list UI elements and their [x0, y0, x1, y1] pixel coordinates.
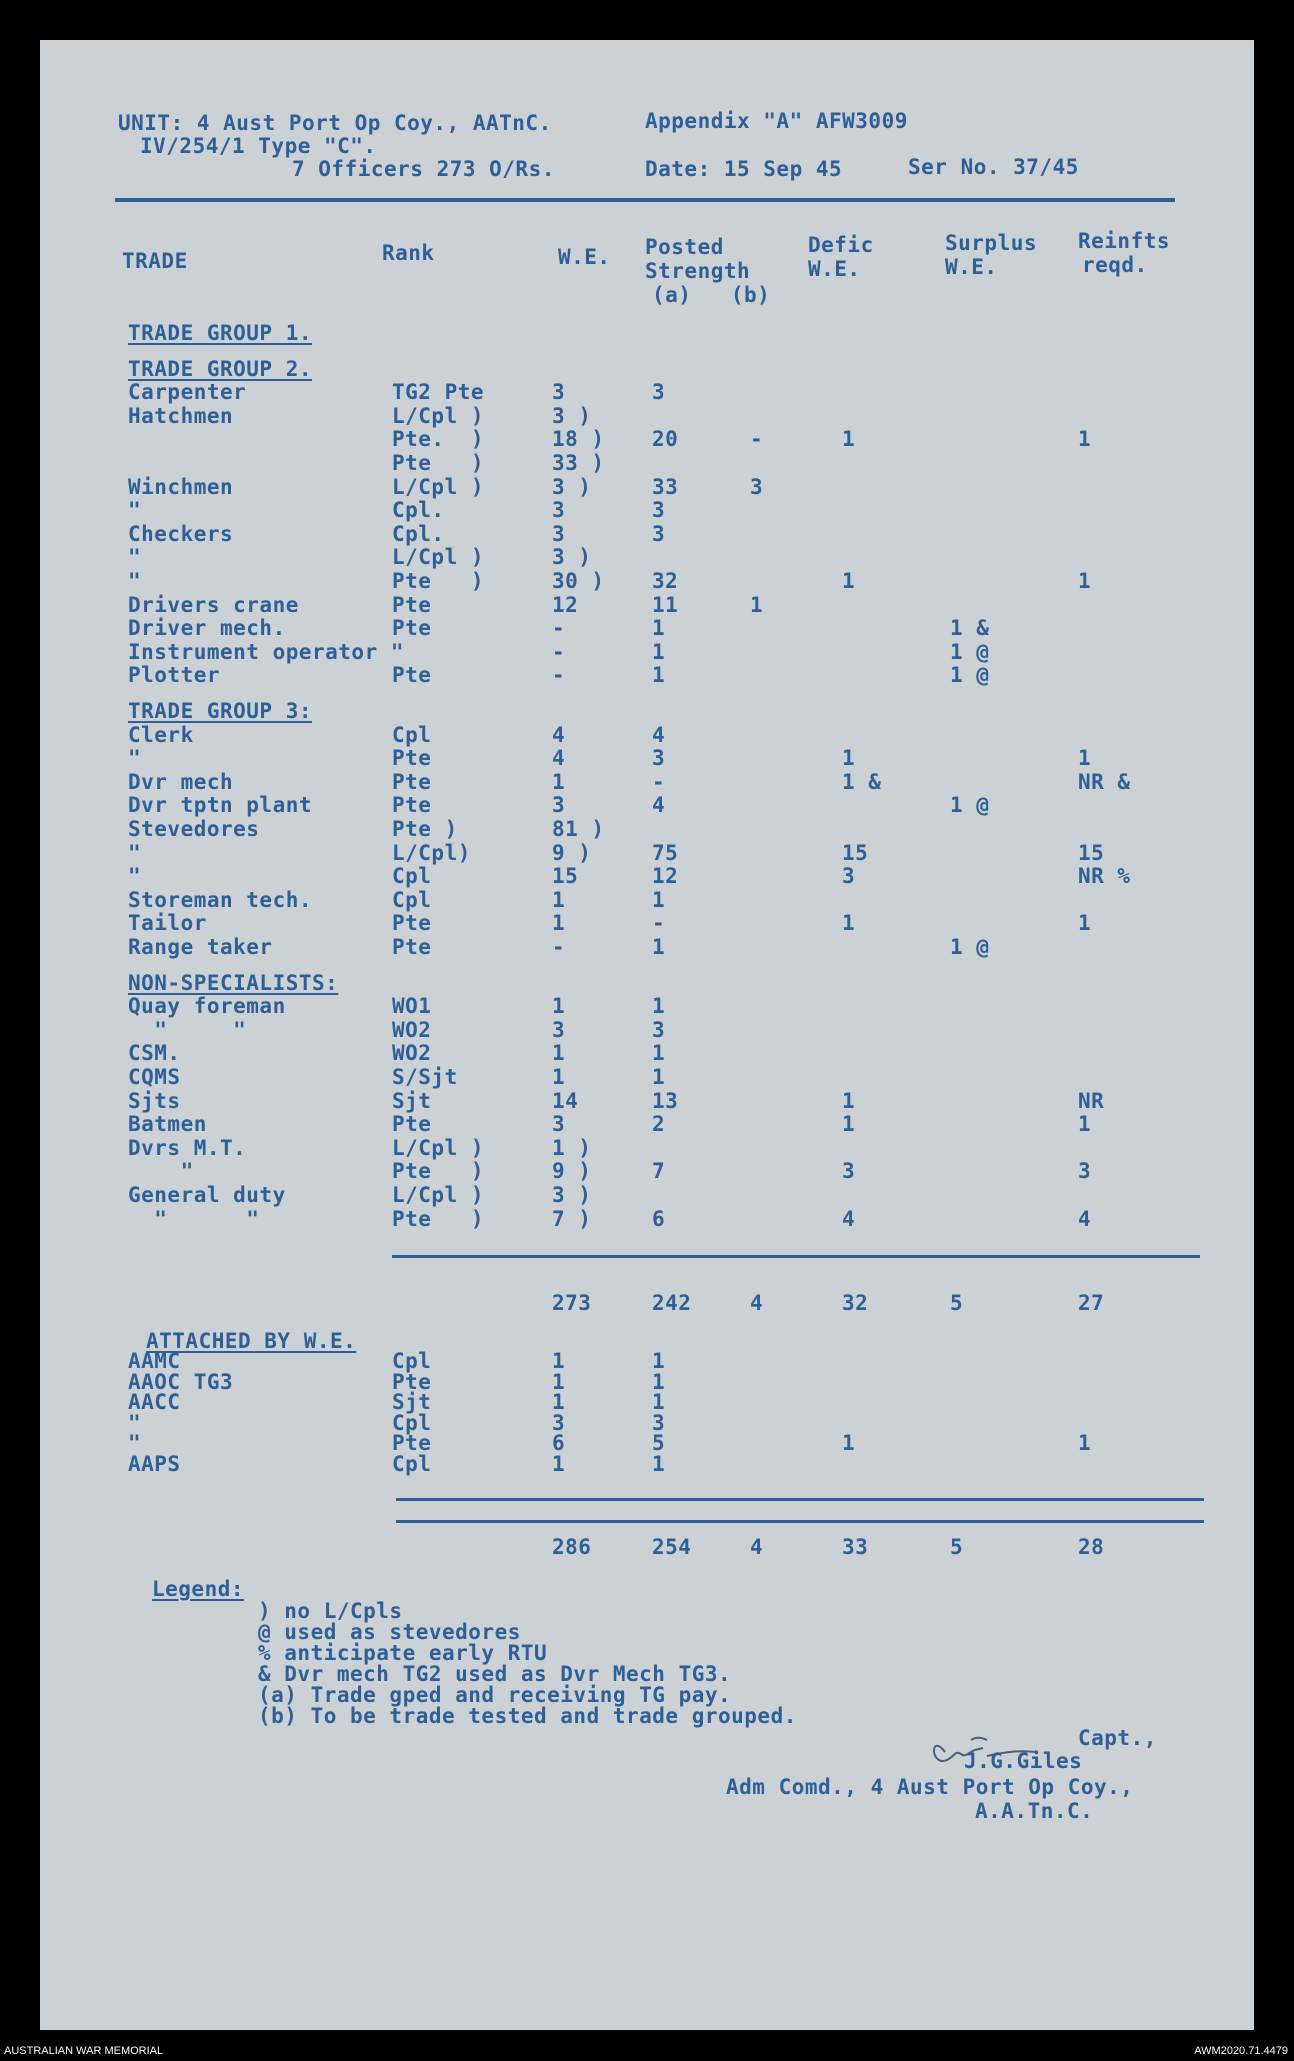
total-we: 273	[552, 1291, 592, 1315]
rank-cell: Pte )	[392, 569, 485, 593]
trade-cell: AAMC	[128, 1349, 181, 1373]
we-cell: 14	[552, 1088, 579, 1113]
rank-cell: Pte	[392, 663, 432, 688]
trade-cell: "	[128, 569, 142, 593]
a-cell: 7	[652, 1159, 666, 1184]
rank-cell: Pte	[392, 1112, 432, 1137]
we-cell: 3 )	[552, 403, 592, 428]
legend-title: Legend:	[152, 1577, 245, 1601]
we-cell: 1	[552, 1065, 566, 1089]
we-cell: 18 )	[552, 427, 605, 452]
reinfts-cell: 1	[1078, 911, 1092, 936]
defic-cell: 15	[842, 840, 869, 865]
trade-group-heading: TRADE GROUP 3:	[128, 699, 313, 723]
rank-cell: Pte	[392, 592, 432, 617]
we-cell: 12	[552, 592, 579, 617]
we-cell: 3	[552, 793, 566, 818]
we-cell: 1	[552, 1349, 566, 1373]
total-reinfts: 28	[1078, 1535, 1105, 1559]
trade-cell: Plotter	[128, 663, 221, 688]
a-cell: 1	[652, 1349, 666, 1373]
trade-cell: Clerk	[128, 722, 194, 747]
col-strength: Strength	[645, 259, 751, 283]
a-cell: 1	[652, 935, 666, 959]
we-cell: 1	[552, 1369, 566, 1394]
signatory-name: J.G.Giles	[964, 1749, 1083, 1773]
total-surplus: 5	[950, 1535, 964, 1559]
rank-cell: L/Cpl )	[392, 1135, 485, 1160]
total-b: 4	[750, 1291, 764, 1315]
trade-cell: "	[128, 746, 142, 771]
we-cell: 7 )	[552, 1206, 592, 1231]
a-cell: 5	[652, 1431, 666, 1455]
surplus-cell: 1 &	[950, 616, 990, 641]
we-cell: 1	[552, 911, 566, 936]
rank-cell: Cpl.	[392, 521, 445, 546]
trade-cell: Carpenter	[128, 380, 247, 405]
we-cell: 33 )	[552, 451, 605, 475]
establishment-line: IV/254/1 Type "C".	[140, 134, 377, 158]
a-cell: 3	[652, 1410, 666, 1435]
officers-line: 7 Officers 273 O/Rs.	[292, 157, 555, 181]
total-defic: 32	[842, 1291, 869, 1315]
we-cell: 81 )	[552, 817, 605, 841]
trade-cell: Driver mech.	[128, 616, 286, 641]
rank-cell: Cpl	[392, 1410, 432, 1435]
col-rank: Rank	[382, 241, 435, 265]
b-cell: 3	[750, 474, 764, 499]
attached-heading: ATTACHED BY W.E.	[146, 1329, 357, 1353]
a-cell: 11	[652, 592, 679, 617]
we-cell: 1	[552, 887, 566, 912]
we-cell: 15	[552, 864, 579, 889]
trade-cell: AAPS	[128, 1451, 181, 1476]
a-cell: 1	[652, 639, 666, 664]
col-ab: (a) (b)	[652, 283, 771, 307]
col-reinfts-reqd: reqd.	[1082, 253, 1148, 277]
a-cell: 1	[652, 1390, 666, 1414]
signatory-title: Adm Comd., 4 Aust Port Op Coy.,	[726, 1775, 1134, 1799]
a-cell: 6	[652, 1206, 666, 1231]
rank-cell: Pte	[392, 793, 432, 818]
we-cell: 4	[552, 746, 566, 771]
we-cell: 3	[552, 1410, 566, 1435]
rank-cell: Pte )	[392, 451, 485, 475]
reinfts-cell: 1	[1078, 1112, 1092, 1137]
we-cell: 1	[552, 1390, 566, 1414]
col-posted: Posted	[645, 235, 724, 259]
rank-cell: Pte. )	[392, 427, 485, 452]
a-cell: 1	[652, 1451, 666, 1476]
trade-cell: "	[128, 1159, 194, 1184]
a-cell: 1	[652, 1369, 666, 1394]
archive-accession: AWM2020.71.4479	[1194, 2045, 1288, 2057]
rank-cell: WO2	[392, 1041, 432, 1066]
a-cell: 2	[652, 1112, 666, 1137]
rank-cell: Cpl	[392, 887, 432, 912]
appendix-ref: Appendix "A" AFW3009	[645, 109, 908, 133]
we-cell: 3	[552, 1017, 566, 1042]
total-a: 242	[652, 1291, 692, 1315]
we-cell: 1	[552, 769, 566, 794]
date: Date: 15 Sep 45	[645, 157, 843, 181]
trade-cell: CSM.	[128, 1041, 181, 1066]
trade-cell: AAOC TG3	[128, 1369, 234, 1394]
we-cell: 1 )	[552, 1135, 592, 1160]
defic-cell: 1	[842, 911, 856, 936]
rank-cell: Sjt	[392, 1088, 432, 1113]
b-cell: -	[750, 427, 764, 452]
legend-item: % anticipate early RTU	[258, 1641, 548, 1665]
a-cell: 12	[652, 864, 679, 889]
rank-cell: L/Cpl )	[392, 474, 485, 499]
we-cell: 3 )	[552, 545, 592, 570]
subtotal-rule	[392, 1255, 1200, 1258]
we-cell: 30 )	[552, 569, 605, 593]
rank-cell: WO1	[392, 994, 432, 1019]
rank-cell: Pte	[392, 1431, 432, 1455]
a-cell: 3	[652, 521, 666, 546]
we-cell: -	[552, 639, 566, 664]
header-rule	[115, 198, 1175, 202]
we-cell: 1	[552, 1041, 566, 1066]
a-cell: 3	[652, 380, 666, 405]
rank-cell: Cpl	[392, 722, 432, 747]
reinfts-cell: 1	[1078, 746, 1092, 771]
rank-cell: Pte )	[392, 817, 458, 841]
a-cell: 1	[652, 1041, 666, 1066]
trade-cell: Dvrs M.T.	[128, 1135, 247, 1160]
rank-cell: Pte )	[392, 1206, 485, 1231]
defic-cell: 1	[842, 746, 856, 771]
defic-cell: 4	[842, 1206, 856, 1231]
trade-cell: Hatchmen	[128, 403, 234, 428]
col-trade: TRADE	[122, 249, 188, 273]
a-cell: 32	[652, 569, 679, 593]
we-cell: 9 )	[552, 1159, 592, 1184]
a-cell: 20	[652, 427, 679, 452]
trade-cell: "	[128, 1410, 142, 1435]
we-cell: 1	[552, 994, 566, 1019]
reinfts-cell: 3	[1078, 1159, 1092, 1184]
b-cell: 1	[750, 592, 764, 617]
reinfts-cell: NR %	[1078, 864, 1131, 889]
trade-cell: Batmen	[128, 1112, 207, 1137]
total-b: 4	[750, 1535, 764, 1559]
col-surplus-we: W.E.	[945, 255, 998, 279]
total-surplus: 5	[950, 1291, 964, 1315]
rank-cell: Pte )	[392, 1159, 485, 1184]
defic-cell: 1	[842, 1112, 856, 1137]
total-reinfts: 27	[1078, 1291, 1105, 1315]
trade-cell: Tailor	[128, 911, 207, 936]
rank-cell: Cpl.	[392, 498, 445, 523]
col-surplus: Surplus	[945, 231, 1038, 255]
defic-cell: 3	[842, 864, 856, 889]
surplus-cell: 1 @	[950, 639, 990, 664]
we-cell: 3 )	[552, 1183, 592, 1207]
a-cell: 1	[652, 616, 666, 641]
rank-cell: Pte	[392, 911, 432, 936]
trade-cell: General duty	[128, 1183, 286, 1207]
reinfts-cell: 1	[1078, 1431, 1092, 1455]
a-cell: 3	[652, 1017, 666, 1042]
total-we: 286	[552, 1535, 592, 1559]
rank-cell: Sjt	[392, 1390, 432, 1414]
reinfts-cell: NR &	[1078, 769, 1131, 794]
we-cell: 6	[552, 1431, 566, 1455]
legend-item: @ used as stevedores	[258, 1620, 521, 1644]
we-cell: -	[552, 663, 566, 688]
trade-cell: Storeman tech.	[128, 887, 313, 912]
rank-cell: Cpl	[392, 1451, 432, 1476]
trade-group-heading: NON-SPECIALISTS:	[128, 970, 339, 995]
reinfts-cell: 1	[1078, 569, 1092, 593]
defic-cell: 1	[842, 1088, 856, 1113]
trade-group-heading: TRADE GROUP 1.	[128, 321, 313, 345]
a-cell: -	[652, 911, 666, 936]
reinfts-cell: 1	[1078, 427, 1092, 452]
a-cell: 4	[652, 793, 666, 818]
rank-cell: L/Cpl )	[392, 1183, 485, 1207]
col-defic: Defic	[808, 233, 874, 257]
defic-cell: 1	[842, 427, 856, 452]
trade-cell: Drivers crane	[128, 592, 299, 617]
rank-cell: Cpl	[392, 864, 432, 889]
surplus-cell: 1 @	[950, 935, 990, 959]
signatory-corps: A.A.Tn.C.	[975, 1799, 1094, 1823]
we-cell: 3	[552, 521, 566, 546]
trade-cell: "	[128, 545, 142, 570]
trade-cell: Dvr tptn plant	[128, 793, 313, 818]
we-cell: 3	[552, 380, 566, 405]
legend-item: (b) To be trade tested and trade grouped.	[258, 1704, 797, 1728]
defic-cell: 1	[842, 569, 856, 593]
rank-cell: L/Cpl )	[392, 403, 485, 428]
we-cell: 4	[552, 722, 566, 747]
trade-cell: Checkers	[128, 521, 234, 546]
trade-cell: "	[128, 498, 142, 523]
trade-cell: " "	[128, 1206, 260, 1231]
trade-cell: CQMS	[128, 1065, 181, 1089]
total-rule	[396, 1498, 1204, 1501]
total-rule-2	[396, 1520, 1204, 1523]
a-cell: 1	[652, 887, 666, 912]
reinfts-cell: NR	[1078, 1088, 1105, 1113]
unit-line: UNIT: 4 Aust Port Op Coy., AATnC.	[118, 111, 552, 135]
total-a: 254	[652, 1535, 692, 1559]
trade-cell: Dvr mech	[128, 769, 234, 794]
we-cell: 1	[552, 1451, 566, 1476]
a-cell: 1	[652, 994, 666, 1019]
a-cell: 13	[652, 1088, 679, 1113]
rank-cell: Pte	[392, 616, 432, 641]
total-defic: 33	[842, 1535, 869, 1559]
defic-cell: 1 &	[842, 769, 882, 794]
rank-cell: Pte	[392, 746, 432, 771]
we-cell: 3 )	[552, 474, 592, 499]
rank-cell: Pte	[392, 1369, 432, 1394]
col-we: W.E.	[558, 245, 611, 269]
rank-cell: L/Cpl)	[392, 840, 471, 865]
trade-cell: "	[128, 840, 142, 865]
a-cell: 75	[652, 840, 679, 865]
trade-cell: "	[128, 864, 142, 889]
serial-number: Ser No. 37/45	[908, 155, 1079, 179]
a-cell: -	[652, 769, 666, 794]
reinfts-cell: 4	[1078, 1206, 1092, 1231]
trade-cell: Stevedores	[128, 817, 260, 841]
a-cell: 1	[652, 1065, 666, 1089]
signatory-rank: Capt.,	[1078, 1726, 1157, 1750]
trade-cell: Sjts	[128, 1088, 181, 1113]
trade-cell: Range taker	[128, 935, 273, 959]
rank-cell: TG2 Pte	[392, 380, 485, 405]
trade-cell: Winchmen	[128, 474, 234, 499]
col-reinfts: Reinfts	[1078, 229, 1171, 253]
archive-credit: AUSTRALIAN WAR MEMORIAL	[4, 2045, 164, 2057]
we-cell: 3	[552, 498, 566, 523]
a-cell: 33	[652, 474, 679, 499]
legend-item: & Dvr mech TG2 used as Dvr Mech TG3.	[258, 1662, 732, 1686]
we-cell: 3	[552, 1112, 566, 1137]
trade-cell: " "	[128, 1017, 247, 1042]
a-cell: 3	[652, 746, 666, 771]
trade-cell: AACC	[128, 1390, 181, 1414]
a-cell: 1	[652, 663, 666, 688]
legend-item: (a) Trade gped and receiving TG pay.	[258, 1683, 732, 1707]
a-cell: 4	[652, 722, 666, 747]
rank-cell: S/Sjt	[392, 1065, 458, 1089]
reinfts-cell: 15	[1078, 840, 1105, 865]
rank-cell: Pte	[392, 935, 432, 959]
defic-cell: 3	[842, 1159, 856, 1184]
we-cell: -	[552, 616, 566, 641]
rank-cell: WO2	[392, 1017, 432, 1042]
legend-item: ) no L/Cpls	[258, 1599, 403, 1623]
trade-cell: "	[128, 1431, 142, 1455]
trade-cell: Quay foreman	[128, 994, 286, 1019]
trade-cell: Instrument operator "	[128, 639, 405, 664]
defic-cell: 1	[842, 1431, 856, 1455]
we-cell: 9 )	[552, 840, 592, 865]
trade-group-heading: TRADE GROUP 2.	[128, 356, 313, 381]
rank-cell: Cpl	[392, 1349, 432, 1373]
col-defic-we: W.E.	[808, 257, 861, 281]
rank-cell: Pte	[392, 769, 432, 794]
we-cell: -	[552, 935, 566, 959]
surplus-cell: 1 @	[950, 793, 990, 818]
surplus-cell: 1 @	[950, 663, 990, 688]
a-cell: 3	[652, 498, 666, 523]
rank-cell: L/Cpl )	[392, 545, 485, 570]
